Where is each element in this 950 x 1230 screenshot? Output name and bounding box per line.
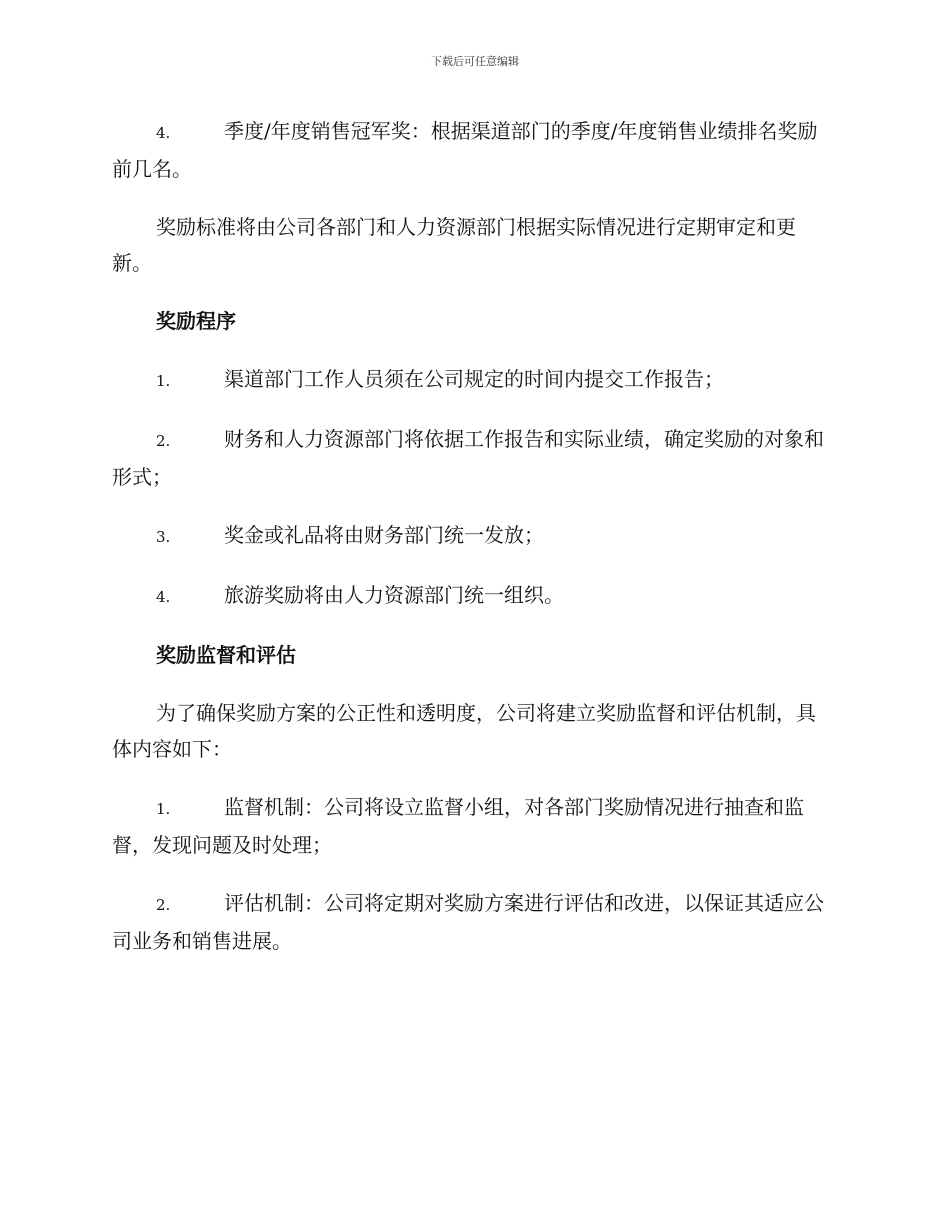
list-item-number: 4. bbox=[156, 588, 171, 606]
list-item-text: 奖金或礼品将由财务部门统一发放； bbox=[224, 523, 544, 547]
procedure-item bbox=[112, 577, 834, 615]
list-item-text: 渠道部门工作人员须在公司规定的时间内提交工作报告； bbox=[224, 367, 724, 391]
list-item-text: 季度/年度销售冠军奖：根据渠道部门的季度/年度销售业绩排名奖励前几名。 bbox=[112, 119, 818, 181]
list-item-number: 4. bbox=[156, 124, 171, 142]
list-item-text: 监督机制：公司将设立监督小组，对各部门奖励情况进行抽查和监督，发现问题及时处理； bbox=[112, 795, 804, 857]
page-header: 下载后可任意编辑 bbox=[431, 55, 519, 68]
list-item-sales-champion bbox=[112, 113, 834, 187]
supervision-item bbox=[112, 885, 834, 959]
paragraph-standard: 奖励标准将由公司各部门和人力资源部门根据实际情况进行定期审定和更新。 bbox=[112, 215, 796, 275]
list-item-number: 1. bbox=[156, 372, 171, 390]
procedure-item bbox=[112, 517, 834, 555]
list-item-number: 1. bbox=[156, 800, 171, 818]
supervision-item bbox=[112, 789, 834, 863]
list-item-number: 3. bbox=[156, 528, 171, 546]
list-item-text: 财务和人力资源部门将依据工作报告和实际业绩，确定奖励的对象和形式； bbox=[112, 427, 824, 489]
list-item-text: 旅游奖励将由人力资源部门统一组织。 bbox=[224, 583, 564, 607]
paragraph-supervision: 为了确保奖励方案的公正性和透明度，公司将建立奖励监督和评估机制，具体内容如下： bbox=[112, 701, 816, 761]
section-heading-procedure: 奖励程序 bbox=[156, 309, 236, 333]
document-body bbox=[112, 113, 834, 981]
list-item-text: 评估机制：公司将定期对奖励方案进行评估和改进，以保证其适应公司业务和销售进展。 bbox=[112, 891, 824, 953]
procedure-item bbox=[112, 361, 834, 399]
section-heading-supervision: 奖励监督和评估 bbox=[156, 643, 296, 667]
procedure-item bbox=[112, 421, 834, 495]
list-item-number: 2. bbox=[156, 896, 171, 914]
list-item-number: 2. bbox=[156, 432, 171, 450]
